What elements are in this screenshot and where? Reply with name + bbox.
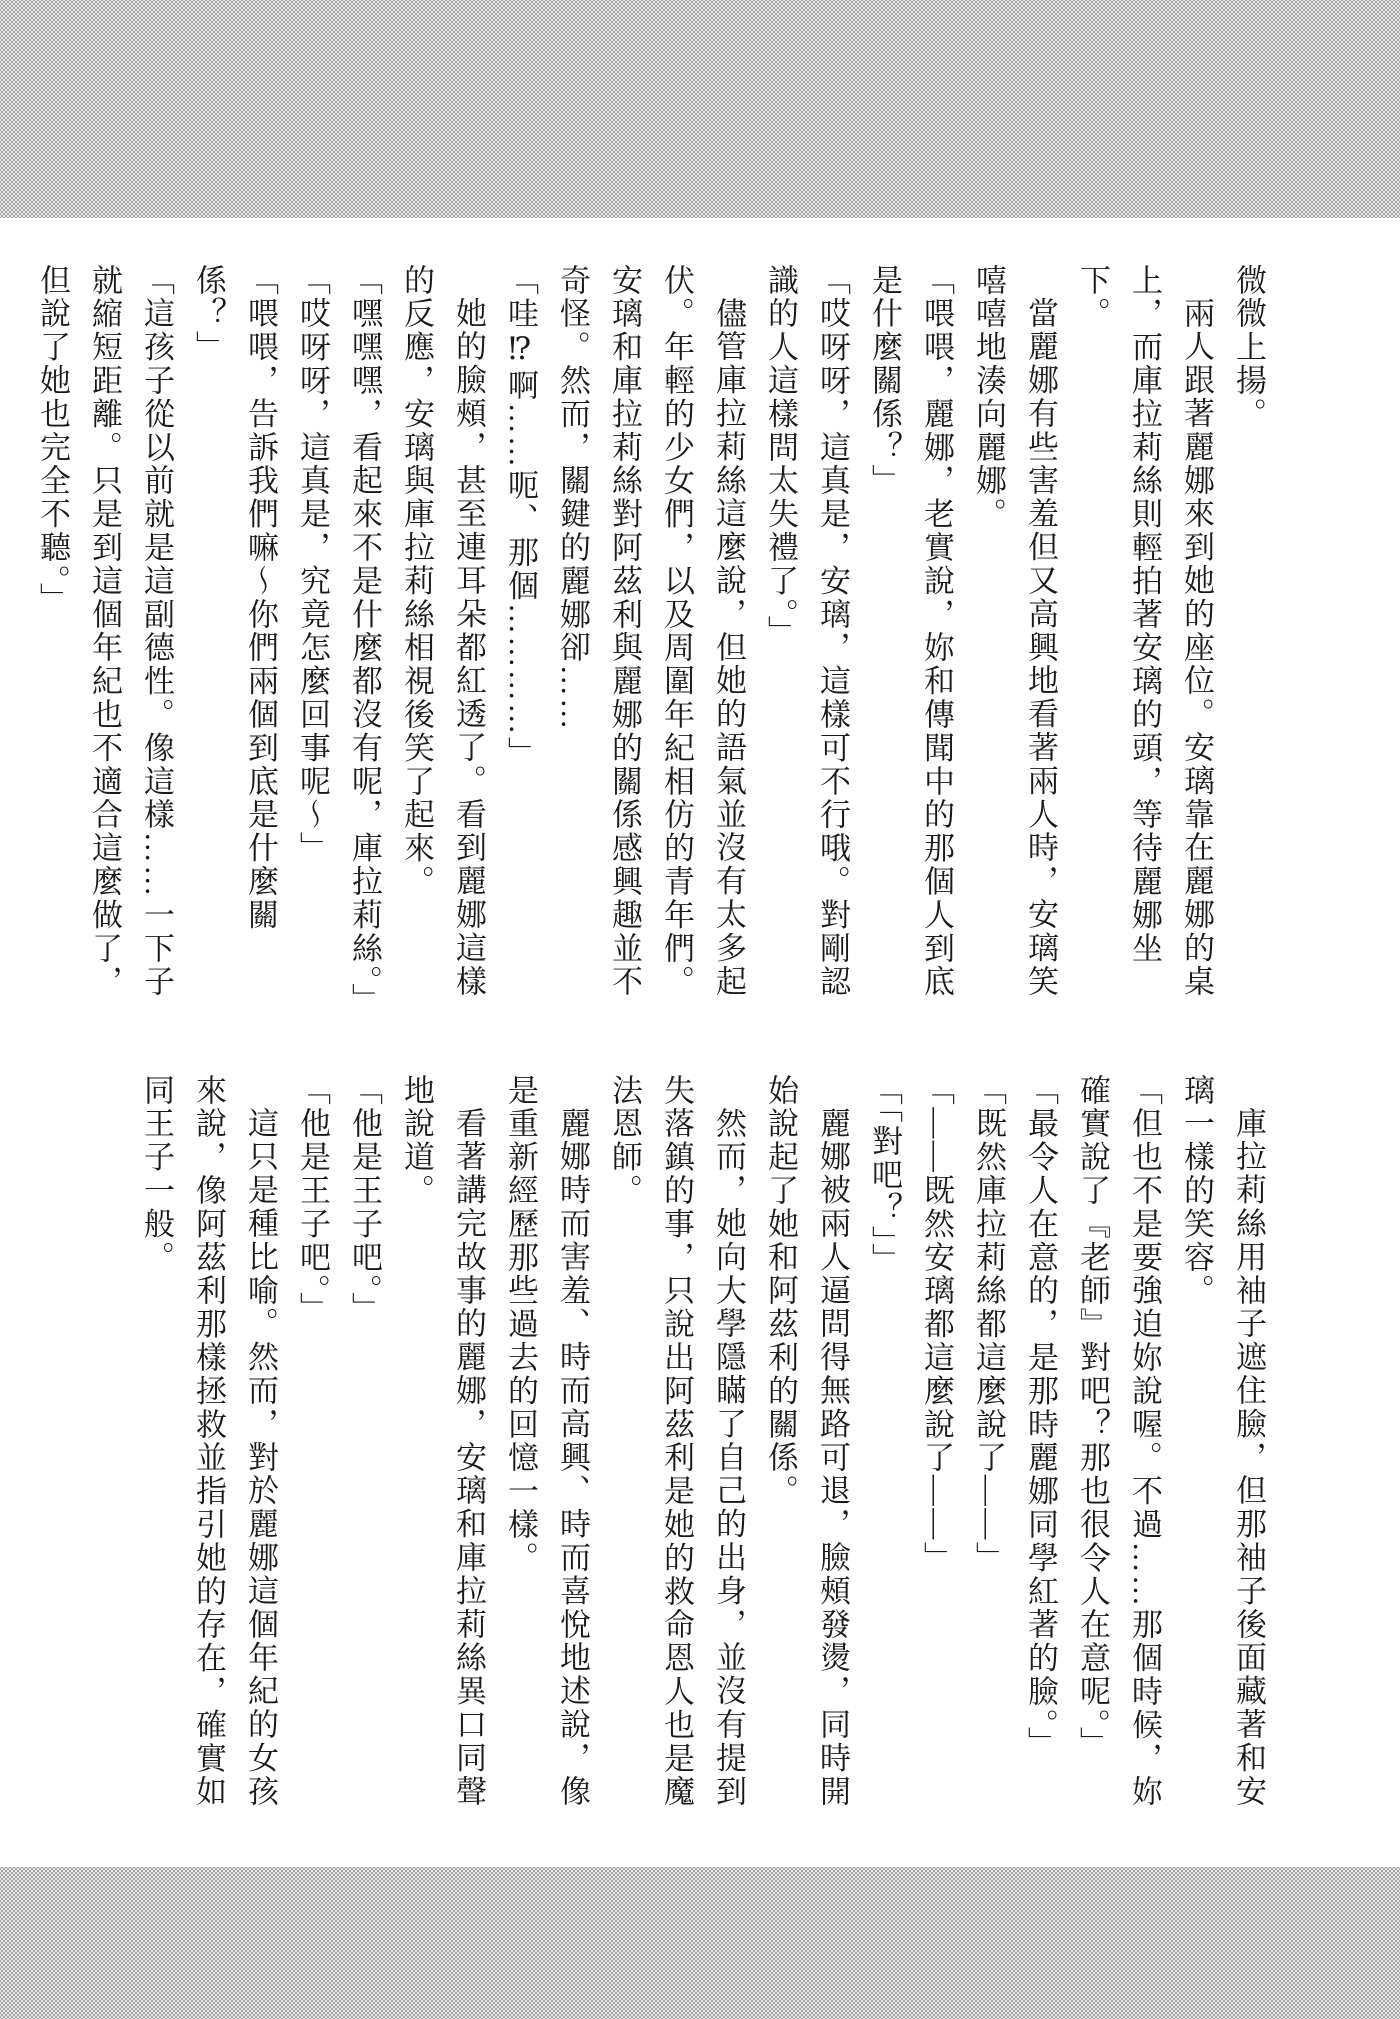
text-column-paragraph: 「「對吧？」」 bbox=[867, 1074, 902, 1277]
text-column-paragraph: 微微上揚。 bbox=[1231, 264, 1266, 431]
text-column-paragraph: 「但也不是要強迫妳說喔。不過……那個時候，妳確實說了『老師』對吧？那也很令人在意呢。」 bbox=[1075, 1074, 1162, 1809]
text-column-paragraph: 「他是王子吧。」 bbox=[347, 1074, 382, 1326]
text-column-paragraph: 「哎呀呀，這真是，安璃，這樣可不行哦。對剛認識的人這樣問太失禮了。」 bbox=[763, 264, 850, 999]
text-column-paragraph: 庫拉莉絲用袖子遮住臉，但那袖子後面藏著和安璃一樣的笑容。 bbox=[1179, 1074, 1266, 1809]
text-column-paragraph: 「既然庫拉莉絲都這麼說了——」 bbox=[971, 1074, 1006, 1575]
text-column-paragraph: 這只是種比喻。然而，對於麗娜這個年紀的女孩來說，像阿茲利那樣拯救並指引她的存在，確實如同王子一般。 bbox=[139, 1074, 278, 1809]
text-column-paragraph: 「他是王子吧。」 bbox=[295, 1074, 330, 1326]
text-column-paragraph: 然而，她向大學隱瞞了自己的出身，並沒有提到失落鎮的事，只說出阿茲利是她的救命恩人也是魔法恩師。 bbox=[607, 1074, 746, 1809]
text-column-paragraph: 「最令人在意的，是那時麗娜同學紅著的臉。」 bbox=[1023, 1074, 1058, 1760]
text-column-paragraph: 當麗娜有些害羞但又高興地看著兩人時，安璃笑嘻嘻地湊向麗娜。 bbox=[971, 264, 1058, 999]
text-column-paragraph: 麗娜被兩人逼問得無路可退，臉頰發燙，同時開始說起了她和阿茲利的關係。 bbox=[763, 1074, 850, 1809]
text-column-paragraph: 「喂喂，告訴我們嘛～你們兩個到底是什麼關係？」 bbox=[191, 264, 278, 932]
text-column-paragraph: 麗娜時而害羞、時而高興、時而喜悅地述說，像是重新經歷那些過去的回憶一樣。 bbox=[503, 1074, 590, 1809]
text-column-paragraph: 「——既然安璃都這麼說了——」 bbox=[919, 1074, 954, 1575]
text-column-paragraph: 儘管庫拉莉絲這麼說，但她的語氣並沒有太多起伏。年輕的少女們，以及周圍年紀相仿的青年們。安璃和庫拉莉絲對阿茲利與麗娜的關係感興趣並不奇怪。然而，關鍵的麗娜卻…… bbox=[555, 264, 746, 999]
text-column-paragraph: 「哎呀呀，這真是，究竟怎麼回事呢～」 bbox=[295, 264, 330, 866]
text-column-paragraph: 兩人跟著麗娜來到她的座位。安璃靠在麗娜的桌上，而庫拉莉絲則輕拍著安璃的頭，等待麗娜坐下。 bbox=[1075, 264, 1214, 999]
text-block-lower bbox=[122, 1074, 1274, 1812]
text-column-paragraph: 「喂喂，麗娜，老實說，妳和傳聞中的那個人到底是什麼關係？」 bbox=[867, 264, 954, 999]
text-column-paragraph: 「嘿嘿嘿，看起來不是什麼都沒有呢，庫拉莉絲。」 bbox=[347, 264, 382, 1017]
text-column-paragraph: 「這孩子從以前就是這副德性。像這樣……一下子就縮短距離。只是到這個年紀也不適合這麼做了，但說了她也完全不聽。」 bbox=[35, 264, 174, 999]
bottom-decorative-band bbox=[0, 1867, 1400, 2019]
text-column-paragraph: 「哇⁉啊……呃、那個…………」 bbox=[503, 264, 538, 770]
top-decorative-band bbox=[0, 0, 1400, 218]
text-column-paragraph: 看著講完故事的麗娜，安璃和庫拉莉絲異口同聲地說道。 bbox=[399, 1074, 486, 1809]
text-column-paragraph: 她的臉頰，甚至連耳朵都紅透了。看到麗娜這樣的反應，安璃與庫拉莉絲相視後笑了起來。 bbox=[399, 264, 486, 999]
text-block-upper bbox=[35, 264, 1274, 1017]
